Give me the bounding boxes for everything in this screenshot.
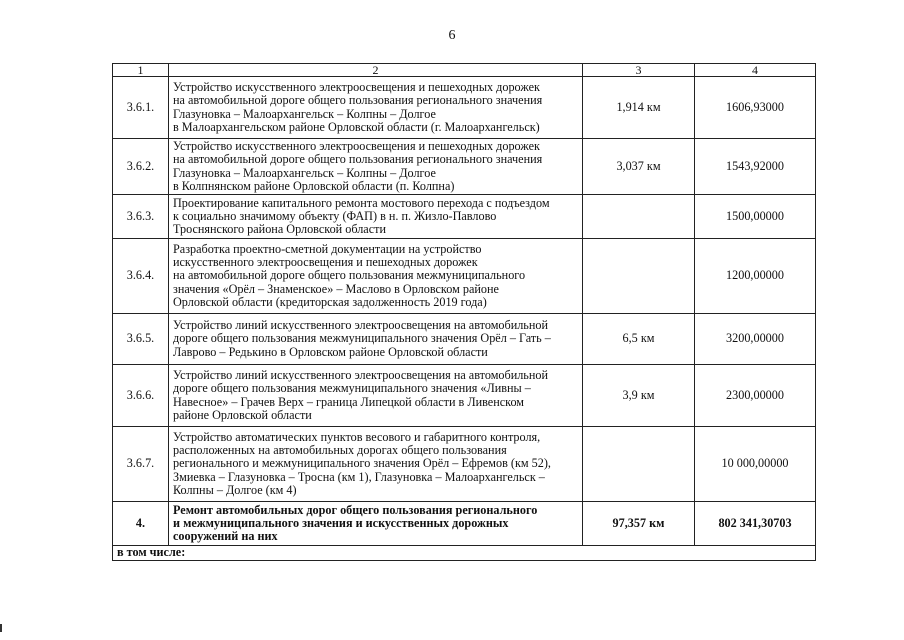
- row-number: 3.6.5.: [113, 314, 169, 365]
- description-line: в Малоархангельском районе Орловской области (г. Малоархангельск): [173, 119, 540, 134]
- description-line: Глазуновка – Малоархангельск – Колпны – Долгое: [173, 106, 436, 121]
- header-row: [113, 64, 816, 77]
- row-number: 3.6.1.: [113, 77, 169, 139]
- header-cell-3: 3: [583, 64, 695, 77]
- description-line: расположенных на автомобильных дорогах общего пользования: [173, 443, 507, 458]
- table-row: [113, 427, 816, 502]
- row-number: 3.6.4.: [113, 239, 169, 314]
- row-amount: 1606,93000: [695, 77, 816, 139]
- description-line: Устройство линий искусственного электроосвещения на автомобильной: [173, 318, 548, 333]
- row-description: [169, 139, 583, 195]
- note-row: [113, 546, 816, 561]
- description-line: Навесное» – Грачев Верх – граница Липецкой области в Ливенском: [173, 394, 525, 409]
- description-line: Устройство автоматических пунктов весового и габаритного контроля,: [173, 429, 541, 444]
- description-line: на автомобильной дороге общего пользования регионального значения: [173, 93, 543, 108]
- description-line: Змиевка – Глазуновка – Тросна (км 1), Глазуновка – Малоархангельск –: [173, 469, 545, 484]
- description-line: искусственного электроосвещения и пешеходных дорожек: [173, 255, 478, 270]
- row-number: 3.6.6.: [113, 365, 169, 427]
- row-amount: 3200,00000: [695, 314, 816, 365]
- description-line: в Колпнянском районе Орловской области (п. Колпна): [173, 178, 455, 193]
- row-amount: 802 341,30703: [695, 502, 816, 546]
- note-text: в том числе:: [113, 546, 816, 561]
- table-row: [113, 314, 816, 365]
- description-line: районе Орловской области: [173, 407, 312, 422]
- row-amount: 2300,00000: [695, 365, 816, 427]
- row-length: 97,357 км: [583, 502, 695, 546]
- row-description: [169, 502, 583, 546]
- budget-table: [112, 63, 816, 561]
- row-amount: 1543,92000: [695, 139, 816, 195]
- page-number: 6: [448, 28, 456, 43]
- row-description: [169, 195, 583, 239]
- row-length: [583, 239, 695, 314]
- row-description: [169, 77, 583, 139]
- header-cell-1: 1: [113, 64, 169, 77]
- row-amount: 10 000,00000: [695, 427, 816, 502]
- row-number: 3.6.2.: [113, 139, 169, 195]
- description-line: Троснянского района Орловской области: [173, 222, 386, 237]
- description-line: Проектирование капитального ремонта мостового перехода с подъездом: [173, 195, 550, 210]
- scan-mark: [0, 624, 2, 632]
- description-line: Устройство линий искусственного электроосвещения на автомобильной: [173, 368, 548, 383]
- description-line: Разработка проектно-сметной документации на устройство: [173, 241, 482, 256]
- row-length: [583, 195, 695, 239]
- description-line: Колпны – Долгое (км 4): [173, 482, 297, 497]
- row-length: [583, 427, 695, 502]
- row-amount: 1200,00000: [695, 239, 816, 314]
- description-line: Ремонт автомобильных дорог общего пользования регионального: [173, 502, 538, 517]
- row-length: 3,037 км: [583, 139, 695, 195]
- row-description: [169, 314, 583, 365]
- description-line: Устройство искусственного электроосвещения и пешеходных дорожек: [173, 80, 540, 95]
- table-row: [113, 139, 816, 195]
- description-line: значения «Орёл – Знаменское» – Маслово в Орловском районе: [173, 281, 499, 296]
- row-description: [169, 365, 583, 427]
- row-number: 3.6.7.: [113, 427, 169, 502]
- description-line: на автомобильной дороге общего пользования межмуниципального: [173, 268, 526, 283]
- table-row: [113, 195, 816, 239]
- description-line: к социально значимому объекту (ФАП) в н. п. Жизло-Павлово: [173, 208, 497, 223]
- row-length: 1,914 км: [583, 77, 695, 139]
- table-row: [113, 77, 816, 139]
- header-cell-2: 2: [169, 64, 583, 77]
- description-line: сооружений на них: [173, 529, 278, 544]
- description-line: дороге общего пользования межмуниципального значения Орёл – Гать –: [173, 331, 551, 346]
- row-description: [169, 427, 583, 502]
- row-description: [169, 239, 583, 314]
- row-amount: 1500,00000: [695, 195, 816, 239]
- description-line: регионального и межмуниципального значения Орёл – Ефремов (км 52),: [173, 456, 551, 471]
- table-row: [113, 365, 816, 427]
- description-line: Лаврово – Редькино в Орловском районе Орловской области: [173, 344, 488, 359]
- description-line: Глазуновка – Малоархангельск – Колпны – Долгое: [173, 165, 436, 180]
- description-line: Орловской области (кредиторская задолженность 2019 года): [173, 294, 487, 309]
- row-number: 4.: [113, 502, 169, 546]
- table-row: [113, 239, 816, 314]
- description-line: на автомобильной дороге общего пользования регионального значения: [173, 152, 543, 167]
- row-number: 3.6.3.: [113, 195, 169, 239]
- row-length: 6,5 км: [583, 314, 695, 365]
- description-line: дороге общего пользования межмуниципального значения «Ливны –: [173, 381, 531, 396]
- table-row: [113, 502, 816, 546]
- header-cell-4: 4: [695, 64, 816, 77]
- description-line: Устройство искусственного электроосвещения и пешеходных дорожек: [173, 139, 540, 154]
- description-line: и межмуниципального значения и искусственных дорожных: [173, 515, 509, 530]
- row-length: 3,9 км: [583, 365, 695, 427]
